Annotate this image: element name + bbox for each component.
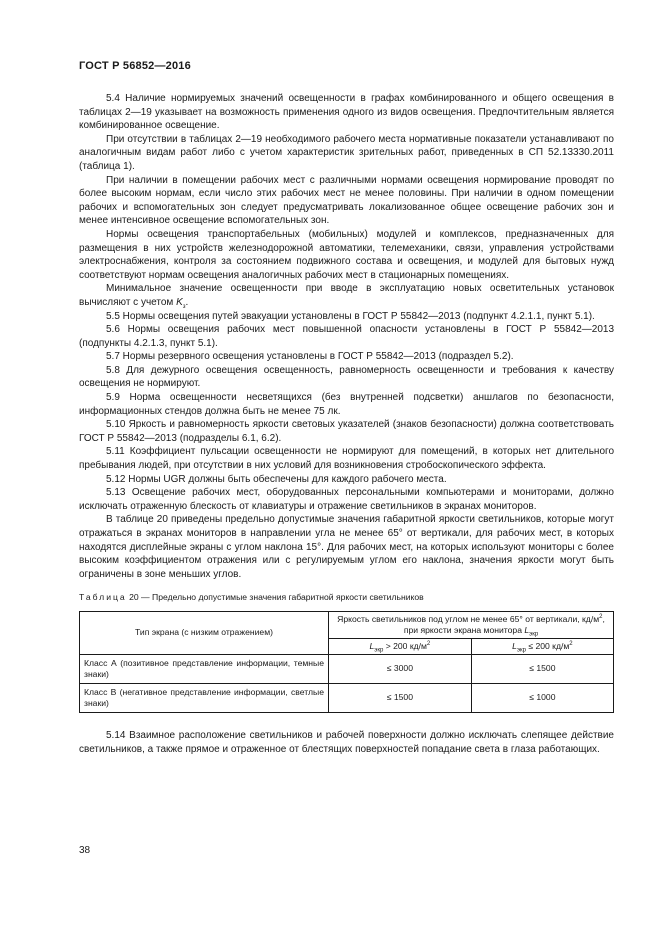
table-cell-type: Класс В (негативное представление информации, светлые знаки) bbox=[80, 683, 329, 712]
col-header-over-200: $L_{экр} > 200$ $кд/м^2$ bbox=[329, 638, 472, 654]
table-row bbox=[80, 683, 614, 712]
paragraph: При наличии в помещении рабочих мест с различными нормами освещения нормирование проводят по более высоким нормам, если число этих рабочих мест не менее половины. При наличии в одном помещении рабочих и вспомогательных зон следует предусматривать локализованное общее освещение рабочих зон и менее интенсивное освещение вспомогательных зон. bbox=[79, 174, 614, 227]
table-caption: Таблица 20 — Предельно допустимые значения габаритной яркости светильников bbox=[79, 592, 424, 603]
table-cell-value: ≤ 3000 bbox=[329, 654, 472, 683]
table-cell-value: ≤ 1500 bbox=[471, 654, 613, 683]
paragraph-5-14: 5.14 Взаимное расположение светильников и рабочей поверхности должно исключать слепящее действие светильников, а также прямое и отраженное от блестящих поверхностей попадание света в глаза работающих. bbox=[79, 729, 614, 755]
table-row bbox=[80, 654, 614, 683]
paragraph-5-13: 5.13 Освещение рабочих мест, оборудованных персональными компьютерами и мониторами, должно исключать отраженную блескость от клавиатуры и отражение светильников в экранах мониторов. bbox=[79, 487, 614, 512]
table-cell-value: ≤ 1500 bbox=[329, 683, 472, 712]
table-cell-value: ≤ 1000 bbox=[471, 683, 613, 712]
paragraph-5-10: 5.10 Яркость и равномерность яркости световых указателей (знаков безопасности) должна соответствовать ГОСТ Р 55842—2013 (подразделы 6.1, 6.2). bbox=[79, 419, 614, 444]
paragraph-5-4: 5.4 Наличие нормируемых значений освещенности в графах комбинированного и общего освещения в таблицах 2—19 указывает на возможность применения одного из видов освещения. Предпочтительным является комбинированное освещение. bbox=[79, 93, 614, 132]
paragraph: В таблице 20 приведены предельно допустимые значения габаритной яркости светильников, которые могут отражаться в экранах мониторов в направлении угла не менее 65° от вертикали, для рабочих мест, в которых находятся дисплейные экраны с углом наклона 15°. Для рабочих мест, на которых используют мониторы с более высоким коэффициентом отражения или с регулируемым углом его наклона, значения яркости могут быть ограничены в зоне меньших углов. bbox=[79, 514, 614, 580]
luminance-table bbox=[79, 611, 614, 713]
paragraph-5-5: 5.5 Нормы освещения путей эвакуации установлены в ГОСТ Р 55842—2013 (подпункт 4.2.1.1, пункт 5.1). bbox=[106, 310, 595, 322]
col-header-screen-type: Тип экрана (с низким отражением) bbox=[80, 611, 329, 654]
paragraph-5-6: 5.6 Нормы освещения рабочих мест повышенной опасности установлены в ГОСТ Р 55842—2013 (подпункты 4.2.1.3, пункт 5.1). bbox=[79, 324, 614, 349]
paragraph: Нормы освещения транспортабельных (мобильных) модулей и комплексов, предназначенных для размещения в них устройств железнодорожной автоматики, телемеханики, связи, управления устройствами электроснабжения, контроля за состоянием подвижного состава и освещения, и модулей для бытовых нужд соответствуют нормам освещения аналогичных рабочих мест в стационарных помещениях. bbox=[79, 228, 614, 281]
page-number: 38 bbox=[79, 845, 91, 856]
table-cell-type: Класс А (позитивное представление информации, темные знаки) bbox=[80, 654, 329, 683]
table-header-row bbox=[80, 611, 614, 638]
paragraph-min-illuminance: Минимальное значение освещенности при вводе в эксплуатацию новых осветительных установок вычисляют с учетом $K_з$. bbox=[79, 283, 614, 310]
paragraph-5-12: 5.12 Нормы UGR должны быть обеспечены для каждого рабочего места. bbox=[106, 473, 447, 485]
document-header: ГОСТ Р 56852—2016 bbox=[79, 60, 191, 72]
paragraph-5-11: 5.11 Коэффициент пульсации освещенности не нормируют для помещений, в которых нет длительного пребывания людей, при отсутствии в них условий для возникновения стробоскопического эффекта. bbox=[79, 446, 614, 472]
paragraph-5-9: 5.9 Норма освещенности несветящихся (без внутренней подсветки) аншлагов по безопасности, информационных стендов должна быть не менее 75 лк. bbox=[79, 392, 614, 417]
paragraph-5-7: 5.7 Нормы резервного освещения установлены в ГОСТ Р 55842—2013 (подраздел 5.2). bbox=[106, 351, 514, 363]
col-header-under-200: $L_{экр} \le 200$ $кд/м^2$ bbox=[471, 638, 613, 654]
page-content bbox=[79, 92, 614, 756]
paragraph-5-8: 5.8 Для дежурного освещения освещенность, равномерность освещенности и требования к качеству освещения не нормируют. bbox=[79, 364, 614, 390]
paragraph: При отсутствии в таблицах 2—19 необходимого рабочего места нормативные показатели устанавливают по аналогичным видам работ либо с учетом характеристик зрительных работ, приведенных в СП 52.13330.2011 (таблица 1). bbox=[79, 133, 614, 172]
col-header-luminance: Яркость светильников под углом не менее 65° от вертикали, $кд/м^2$, при яркости экрана монитора $L_{экр}$ bbox=[329, 611, 614, 638]
